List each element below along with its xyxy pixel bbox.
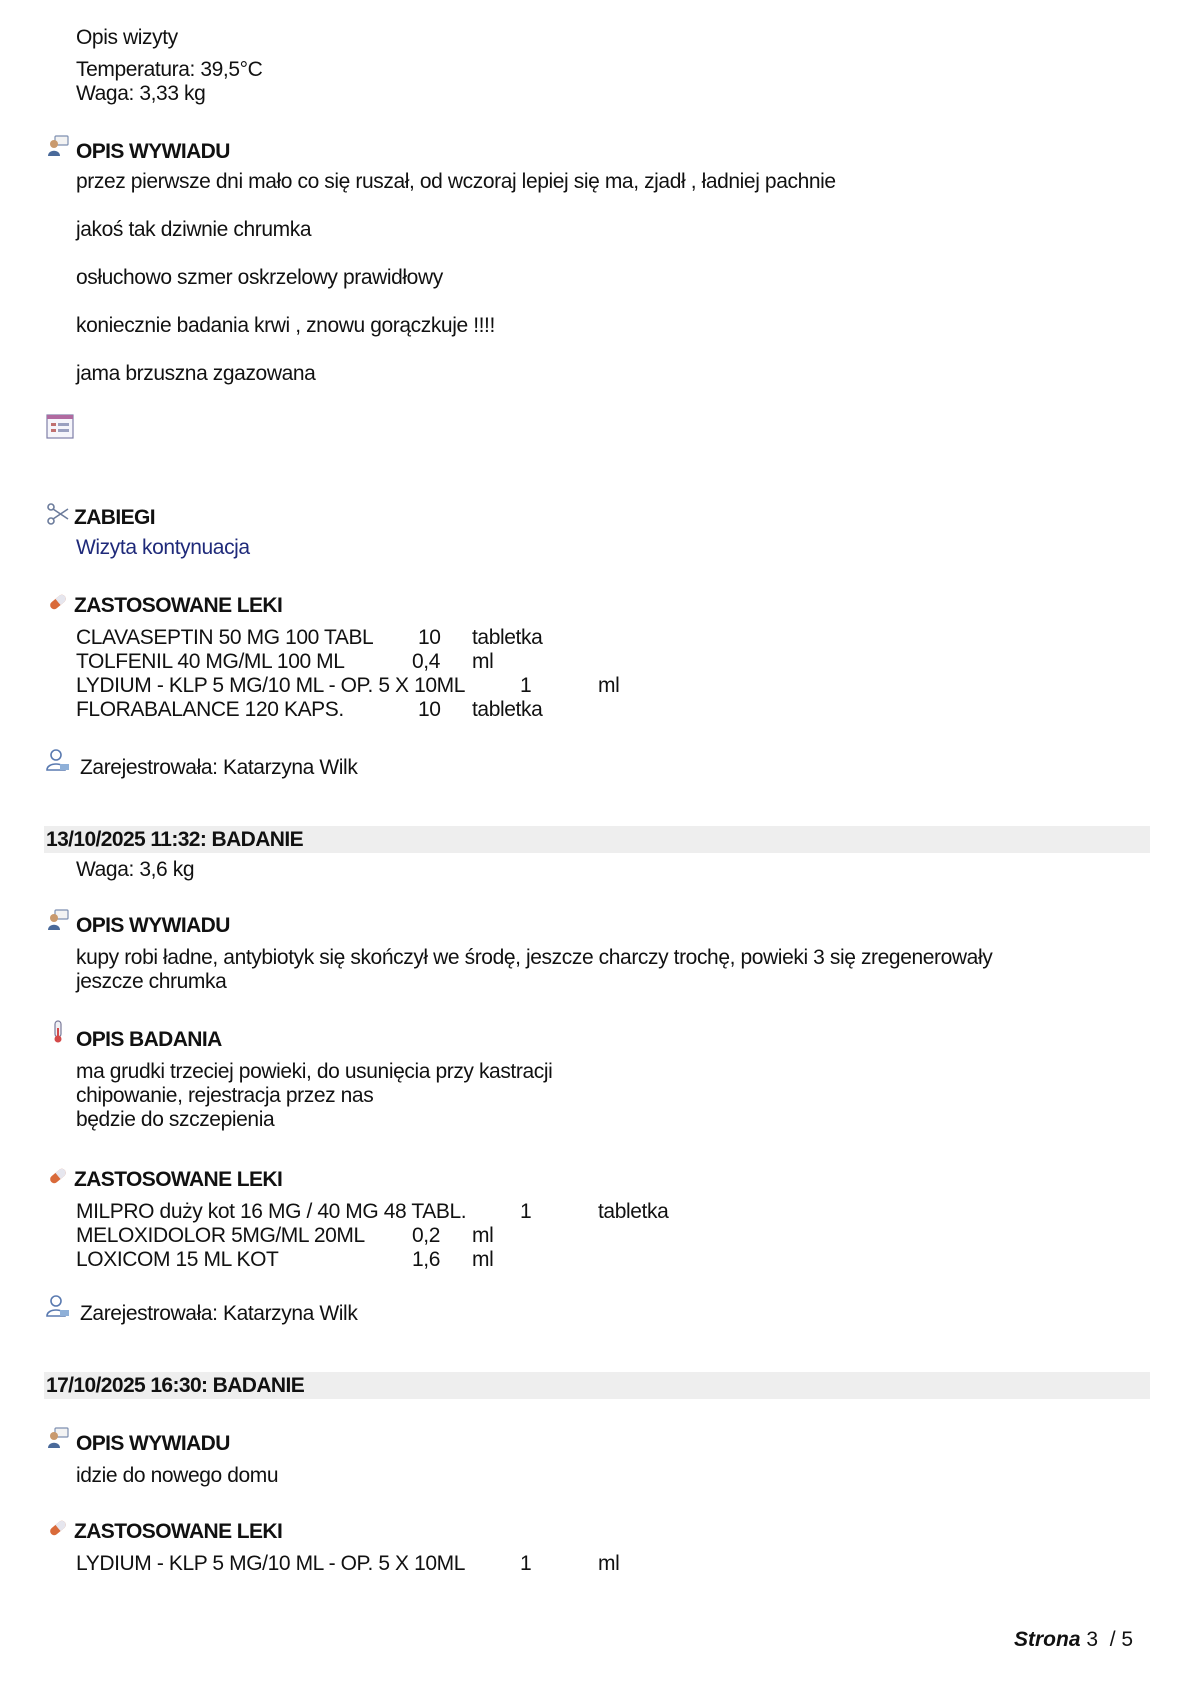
drug-name: MILPRO duży kot 16 MG / 40 MG 48 TABL. [76,1200,467,1223]
drug-unit: ml [472,1224,494,1247]
drug-name: CLAVASEPTIN 50 MG 100 TABL [76,626,374,649]
pill-icon [46,590,70,614]
interview-line: osłuchowo szmer oskrzelowy prawidłowy [76,266,443,289]
user-icon [46,1294,70,1318]
registered-by: Zarejestrowała: Katarzyna Wilk [80,756,358,779]
current-page: 3 [1086,1628,1099,1651]
page-number [1014,1628,1133,1652]
form-icon [46,414,74,440]
interview-line: idzie do nowego domu [76,1464,279,1487]
pill-icon [46,1516,70,1540]
drug-name: TOLFENIL 40 MG/ML 100 ML [76,650,345,673]
registered-by: Zarejestrowała: Katarzyna Wilk [80,1302,358,1325]
drug-qty: 1 [520,674,532,697]
interview-heading: OPIS WYWIADU [76,140,230,163]
drug-unit: ml [598,674,620,697]
exam-heading: OPIS BADANIA [76,1028,222,1051]
drug-unit: ml [472,650,494,673]
visit-header-band [44,1372,1150,1399]
interview-heading: OPIS WYWIADU [76,1432,230,1455]
interview-heading: OPIS WYWIADU [76,914,230,937]
drug-unit: ml [598,1552,620,1575]
drug-qty: 1 [520,1552,532,1575]
drug-unit: tabletka [472,698,543,721]
drug-qty: 0,4 [412,650,440,673]
page-label: Strona [1014,1628,1081,1651]
exam-line: chipowanie, rejestracja przez nas [76,1084,374,1107]
doctor-note-icon [46,1426,70,1450]
interview-line: koniecznie badania krwi , znowu gorączkuje !!!! [76,314,495,337]
drug-unit: ml [472,1248,494,1271]
exam-line: ma grudki trzeciej powieki, do usunięcia przy kastracji [76,1060,553,1083]
interview-line: przez pierwsze dni mało co się ruszał, od wczoraj lepiej się ma, zjadł , ładniej pachnie [76,170,836,193]
total-pages: 5 [1121,1628,1134,1651]
interview-line: kupy robi ładne, antybiotyk się skończył we środę, jeszcze charczy trochę, powieki 3 się zregenerowały [76,946,993,969]
interview-line: jeszcze chrumka [76,970,227,993]
visit-header-band [44,826,1150,853]
user-icon [46,748,70,772]
drugs-heading: ZASTOSOWANE LEKI [74,594,283,617]
drugs-heading: ZASTOSOWANE LEKI [74,1520,283,1543]
drug-name: FLORABALANCE 120 KAPS. [76,698,344,721]
drug-name: LYDIUM - KLP 5 MG/10 ML - OP. 5 X 10ML [76,1552,466,1575]
visit-header: 17/10/2025 16:30: BADANIE [46,1374,305,1397]
interview-line: jama brzuszna zgazowana [76,362,316,385]
pill-icon [46,1164,70,1188]
drug-unit: tabletka [598,1200,669,1223]
visit-description-title: Opis wizyty [76,26,178,49]
exam-line: będzie do szczepienia [76,1108,275,1131]
doctor-note-icon [46,908,70,932]
drug-qty: 0,2 [412,1224,440,1247]
weight-line: Waga: 3,33 kg [76,82,206,105]
procedure-link[interactable]: Wizyta kontynuacja [76,536,250,559]
temperature-line: Temperatura: 39,5°C [76,58,263,81]
weight-line: Waga: 3,6 kg [76,858,195,881]
visit-header: 13/10/2025 11:32: BADANIE [46,828,303,851]
drug-name: LOXICOM 15 ML KOT [76,1248,279,1271]
doctor-note-icon [46,134,70,158]
procedures-heading: ZABIEGI [74,506,155,529]
drug-qty: 1,6 [412,1248,440,1271]
thermometer-icon [46,1020,70,1044]
drug-name: LYDIUM - KLP 5 MG/10 ML - OP. 5 X 10ML [76,674,466,697]
page-separator: / [1109,1628,1116,1651]
drug-name: MELOXIDOLOR 5MG/ML 20ML [76,1224,365,1247]
drug-qty: 10 [418,698,441,721]
drugs-heading: ZASTOSOWANE LEKI [74,1168,283,1191]
drug-qty: 1 [520,1200,532,1223]
interview-line: jakoś tak dziwnie chrumka [76,218,312,241]
drug-qty: 10 [418,626,441,649]
drug-unit: tabletka [472,626,543,649]
scissors-icon [46,502,70,526]
